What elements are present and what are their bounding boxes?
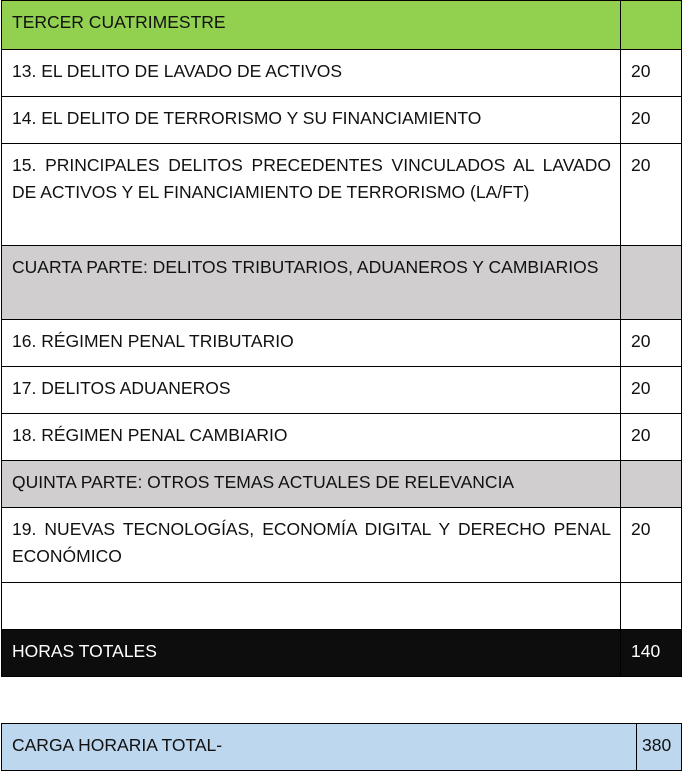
module-label: 15. PRINCIPALES DELITOS PRECEDENTES VINCULADOS AL LAVADO DE ACTIVOS Y EL FINANCIAMIENTO DE TERRORISMO (LA/FT)	[2, 144, 621, 246]
grand-total-label: CARGA HORARIA TOTAL-	[2, 724, 637, 771]
table-row	[2, 508, 682, 583]
module-label: 17. DELITOS ADUANEROS	[2, 367, 621, 414]
section-row	[2, 461, 682, 508]
module-hours: 20	[621, 320, 682, 367]
term-header-hours	[621, 1, 682, 50]
table-row	[2, 414, 682, 461]
module-label: 16. RÉGIMEN PENAL TRIBUTARIO	[2, 320, 621, 367]
module-label: 19. NUEVAS TECNOLOGÍAS, ECONOMÍA DIGITAL Y DERECHO PENAL ECONÓMICO	[2, 508, 621, 583]
table-row	[2, 50, 682, 97]
empty-row	[2, 583, 682, 630]
total-hours: 140	[621, 630, 682, 677]
empty-cell	[2, 583, 621, 630]
module-hours: 20	[621, 367, 682, 414]
section-hours	[621, 461, 682, 508]
total-label: HORAS TOTALES	[2, 630, 621, 677]
table-row	[2, 320, 682, 367]
term-header-label: TERCER CUATRIMESTRE	[2, 1, 621, 50]
module-label: 18. RÉGIMEN PENAL CAMBIARIO	[2, 414, 621, 461]
table-row	[2, 144, 682, 246]
term-header-row	[2, 1, 682, 50]
section-row	[2, 246, 682, 320]
module-hours: 20	[621, 144, 682, 246]
module-hours: 20	[621, 97, 682, 144]
total-row	[2, 630, 682, 677]
module-hours: 20	[621, 50, 682, 97]
grand-total-row	[2, 724, 682, 771]
module-label: 14. EL DELITO DE TERRORISMO Y SU FINANCIAMIENTO	[2, 97, 621, 144]
module-label: 13. EL DELITO DE LAVADO DE ACTIVOS	[2, 50, 621, 97]
table-row	[2, 97, 682, 144]
course-hours-table	[1, 0, 682, 677]
grand-total-table	[1, 723, 682, 771]
section-label: CUARTA PARTE: DELITOS TRIBUTARIOS, ADUANEROS Y CAMBIARIOS	[2, 246, 621, 320]
empty-cell	[621, 583, 682, 630]
table-row	[2, 367, 682, 414]
module-hours: 20	[621, 414, 682, 461]
section-hours	[621, 246, 682, 320]
section-label: QUINTA PARTE: OTROS TEMAS ACTUALES DE RELEVANCIA	[2, 461, 621, 508]
module-hours: 20	[621, 508, 682, 583]
grand-total-hours: 380	[637, 724, 682, 771]
